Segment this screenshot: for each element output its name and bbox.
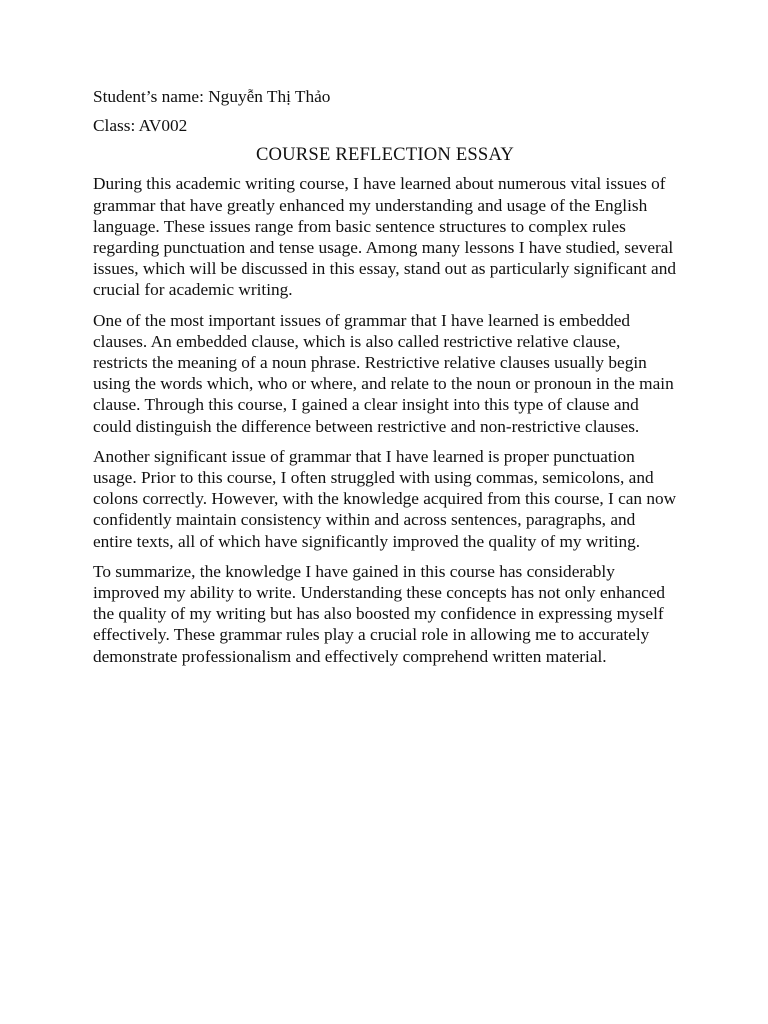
document-page [93, 86, 677, 676]
paragraph-embedded-clauses: One of the most important issues of grammar that I have learned is embedded clauses. An embedded clause, which is also called restrictive relative clause, restricts the meaning of a noun phrase. Restrictive relative clauses usually begin using the words which, who or where, and relate to the noun or pronoun in the main clause. Through this course, I gained a clear insight into this type of clause and could distinguish the difference between restrictive and non-restrictive clauses. [93, 310, 674, 436]
paragraph-punctuation: Another significant issue of grammar that I have learned is proper punctuation usage. Prior to this course, I often struggled with using commas, semicolons, and colons correctly. However, with the knowledge acquired from this course, I can now confidently maintain consistency within and across sentences, paragraphs, and entire texts, all of which have significantly improved the quality of my writing. [93, 446, 677, 551]
paragraph-intro: During this academic writing course, I have learned about numerous vital issues of grammar that have greatly enhanced my understanding and usage of the English language. These issues range from basic sentence structures to complex rules regarding punctuation and tense usage. Among many lessons I have studied, several issues, which will be discussed in this essay, stand out as particularly significant and crucial for academic writing. [93, 174, 676, 300]
student-name-line: Student’s name: Nguyễn Thị Thảo [93, 87, 331, 106]
paragraph-conclusion: To summarize, the knowledge I have gained in this course has considerably improved my ability to write. Understanding these concepts has not only enhanced the quality of my writing but has also boosted my confidence in expressing myself effectively. These grammar rules play a crucial role in allowing me to accurately demonstrate professionalism and effectively comprehend written material. [93, 561, 666, 666]
essay-title: COURSE REFLECTION ESSAY [255, 144, 515, 166]
class-line: Class: AV002 [93, 116, 188, 136]
